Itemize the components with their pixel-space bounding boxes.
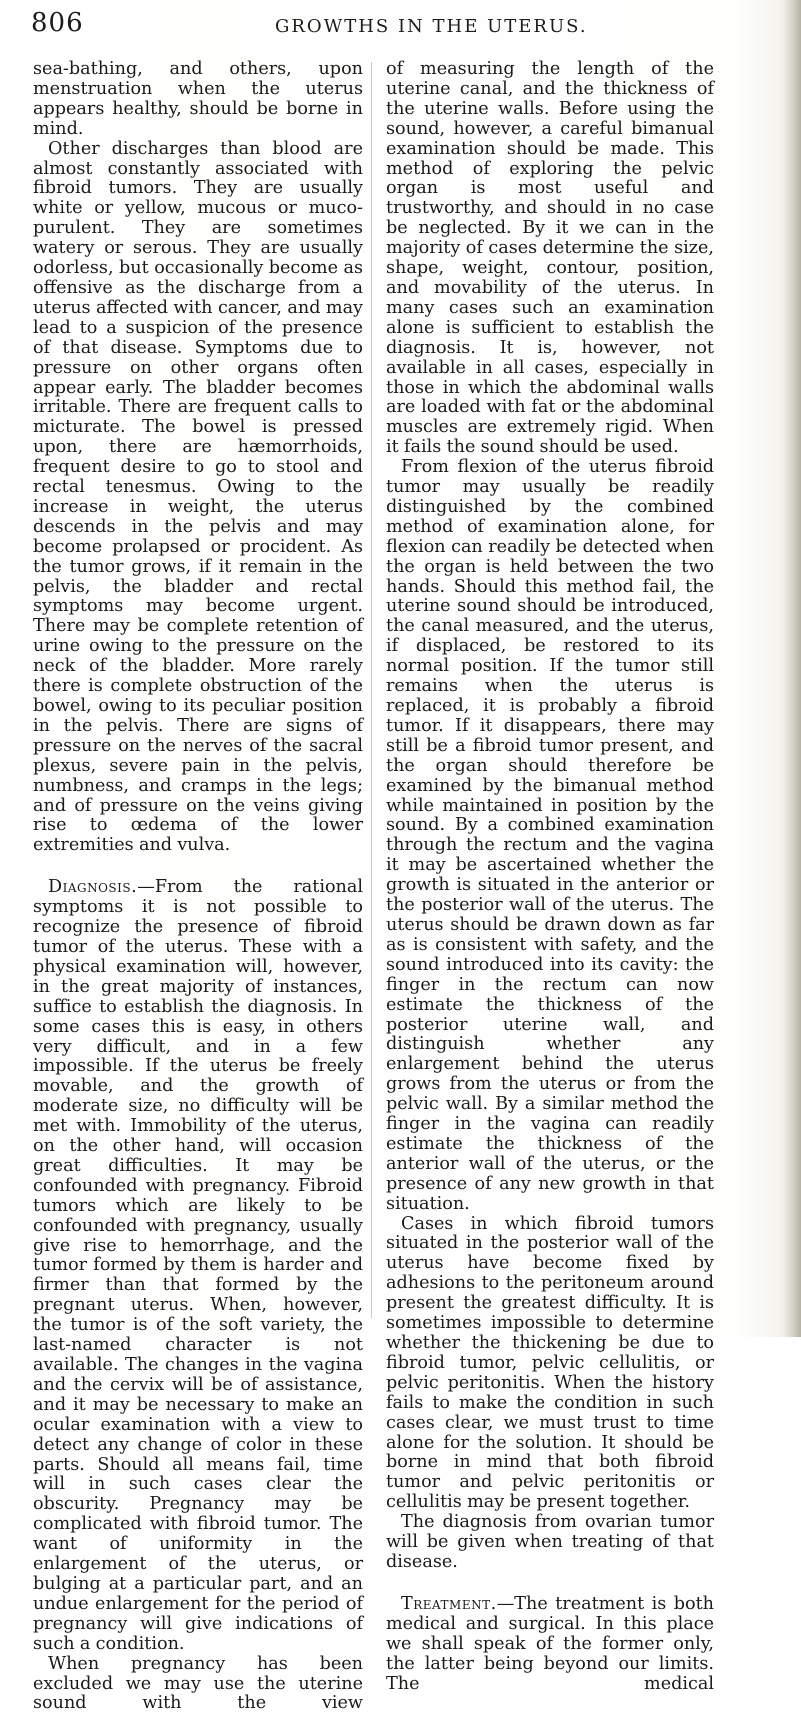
running-head: GROWTHS IN THE UTERUS.: [275, 16, 588, 37]
left-column: [33, 60, 363, 1734]
right-paragraph-2: From flexion of the uterus fibroid tumor may usually be readily distinguished by the combined method of examination alone, for flexion can readily be detected when the organ is held between the two hands. Should this method fail, the uterine sound should be introduced, the canal measured, and the uterus, if displaced, be restored to its normal position. If the tumor still remains when the uterus is replaced, it is probably a fibroid tumor. If it disappears, there may still be a fibroid tumor present, and the organ should therefore be examined by the bimanual method while maintained in position by the sound. By a combined examination through the rectum and the vagina it may be ascertained whether the growth is situated in the anterior or the posterior wall of the uterus. The uterus should be drawn down as far as is consistent with safety, and the sound introduced into its cavity: the finger in the rectum can now estimate the thickness of the posterior uterine wall, and distinguish whether any enlargement behind the uterus grows from the uterus or from the pelvic wall. By a similar method the finger in the vagina can readily estimate the thickness of the anterior wall of the uterus, or the presence of any new growth in that situation.: [386, 457, 714, 1214]
treatment-text: —The treatment is both medical and surgical. In this place we shall speak of the former only, the latter being beyond our limits. The medical: [386, 1593, 714, 1694]
diagnosis-heading: Diagnosis.: [48, 877, 138, 898]
column-divider: [371, 62, 372, 1318]
left-paragraph-2: Other discharges than blood are almost constantly associated with fibroid tumors. They are usually white or yellow, mucous or muco-purulent. They are sometimes watery or serous. They are usually odorless, but occasionally become as offensive as the discharge from a uterus affected with cancer, and may lead to a suspicion of the presence of that disease. Symptoms due to pressure on other organs often appear early. The bladder becomes irritable. There are frequent calls to micturate. The bowel is pressed upon, there are hæmorrhoids, frequent desire to go to stool and rectal tenesmus. Owing to the increase in weight, the uterus descends in the pelvis and may become prolapsed or procident. As the tumor grows, if it remain in the pelvis, the bladder and rectal symptoms may become urgent. There may be complete retention of urine owing to the pressure on the neck of the bladder. More rarely there is complete obstruction of the bowel, owing to its peculiar position in the pelvis. There are signs of pressure on the nerves of the sacral plexus, severe pain in the pelvis, numbness, and cramps in the legs; and of pressure on the veins giving rise to œdema of the lower extremities and vulva.: [33, 138, 363, 856]
right-paragraph-1: of measuring the length of the uterine canal, and the thickness of the uterine walls. Before using the sound, however, a careful bimanual examination should be made. This method of exploring the pelvic organ is most useful and trustworthy, and should in no case be neglected. By it we can in the majority of cases determine the size, shape, weight, contour, position, and movability of the uterus. In many cases such an examination alone is sufficient to establish the diagnosis. It is, however, not available in all cases, especially in those in which the abdominal walls are loaded with fat or the abdominal muscles are extremely rigid. When it fails the sound should be used.: [386, 59, 714, 458]
diagnosis-text: —From the rational symptoms it is not possible to recognize the presence of fibroid tumor of the uterus. These with a physical examination will, however, in the great majority of instances, suffice to establish the diagnosis. In some cases this is easy, in others very difficult, and in a few impossible. If the uterus be freely movable, and the growth of moderate size, no difficulty will be met with. Immobility of the uterus, on the other hand, will occasion great difficulties. It may be confounded with pregnancy. Fibroid tumors which are likely to be confounded with pregnancy, usually give rise to hemorrhage, and the tumor formed by them is harder and firmer than that formed by the pregnant uterus. When, however, the tumor is of the soft variety, the last-named character is not available. The changes in the vagina and the cervix will be of assistance, and it may be necessary to make an ocular examination with a view to detect any change of color in these parts. Should all means fail, time will in such cases clear the obscurity. Pregnancy may be complicated with fibroid tumor. The want of uniformity in the enlargement of the uterus, or bulging at a particular part, and an undue enlargement for the period of pregnancy will give indications of such a condition.: [33, 877, 363, 1654]
right-column: [386, 60, 714, 1714]
treatment-heading: Treatment.: [401, 1593, 497, 1614]
diagnosis-paragraph: [33, 878, 363, 1654]
right-paragraph-3: Cases in which fibroid tumors situated in the posterior wall of the uterus have become fixed by adhesions to the peritoneum around present the greatest difficulty. It is sometimes impossible to determine whether the thickening be due to fibroid tumor, pelvic cellulitis, or pelvic peritonitis. When the history fails to make the condition in such cases clear, we must trust to time alone for the solution. It should be borne in mind that both fibroid tumor and pelvic peritonitis or cellulitis may be present together.: [386, 1213, 714, 1513]
right-paragraph-4: The diagnosis from ovarian tumor will be given when treating of that disease.: [386, 1512, 714, 1572]
treatment-paragraph: [386, 1595, 714, 1714]
left-paragraph-4: When pregnancy has been excluded we may use the uterine sound with the view: [33, 1653, 363, 1714]
page-edge-shadow: [783, 0, 801, 1337]
left-paragraph-1: sea-bathing, and others, upon menstruation when the uterus appears healthy, should be borne in mind.: [33, 59, 363, 139]
page-number: 806: [31, 8, 84, 38]
